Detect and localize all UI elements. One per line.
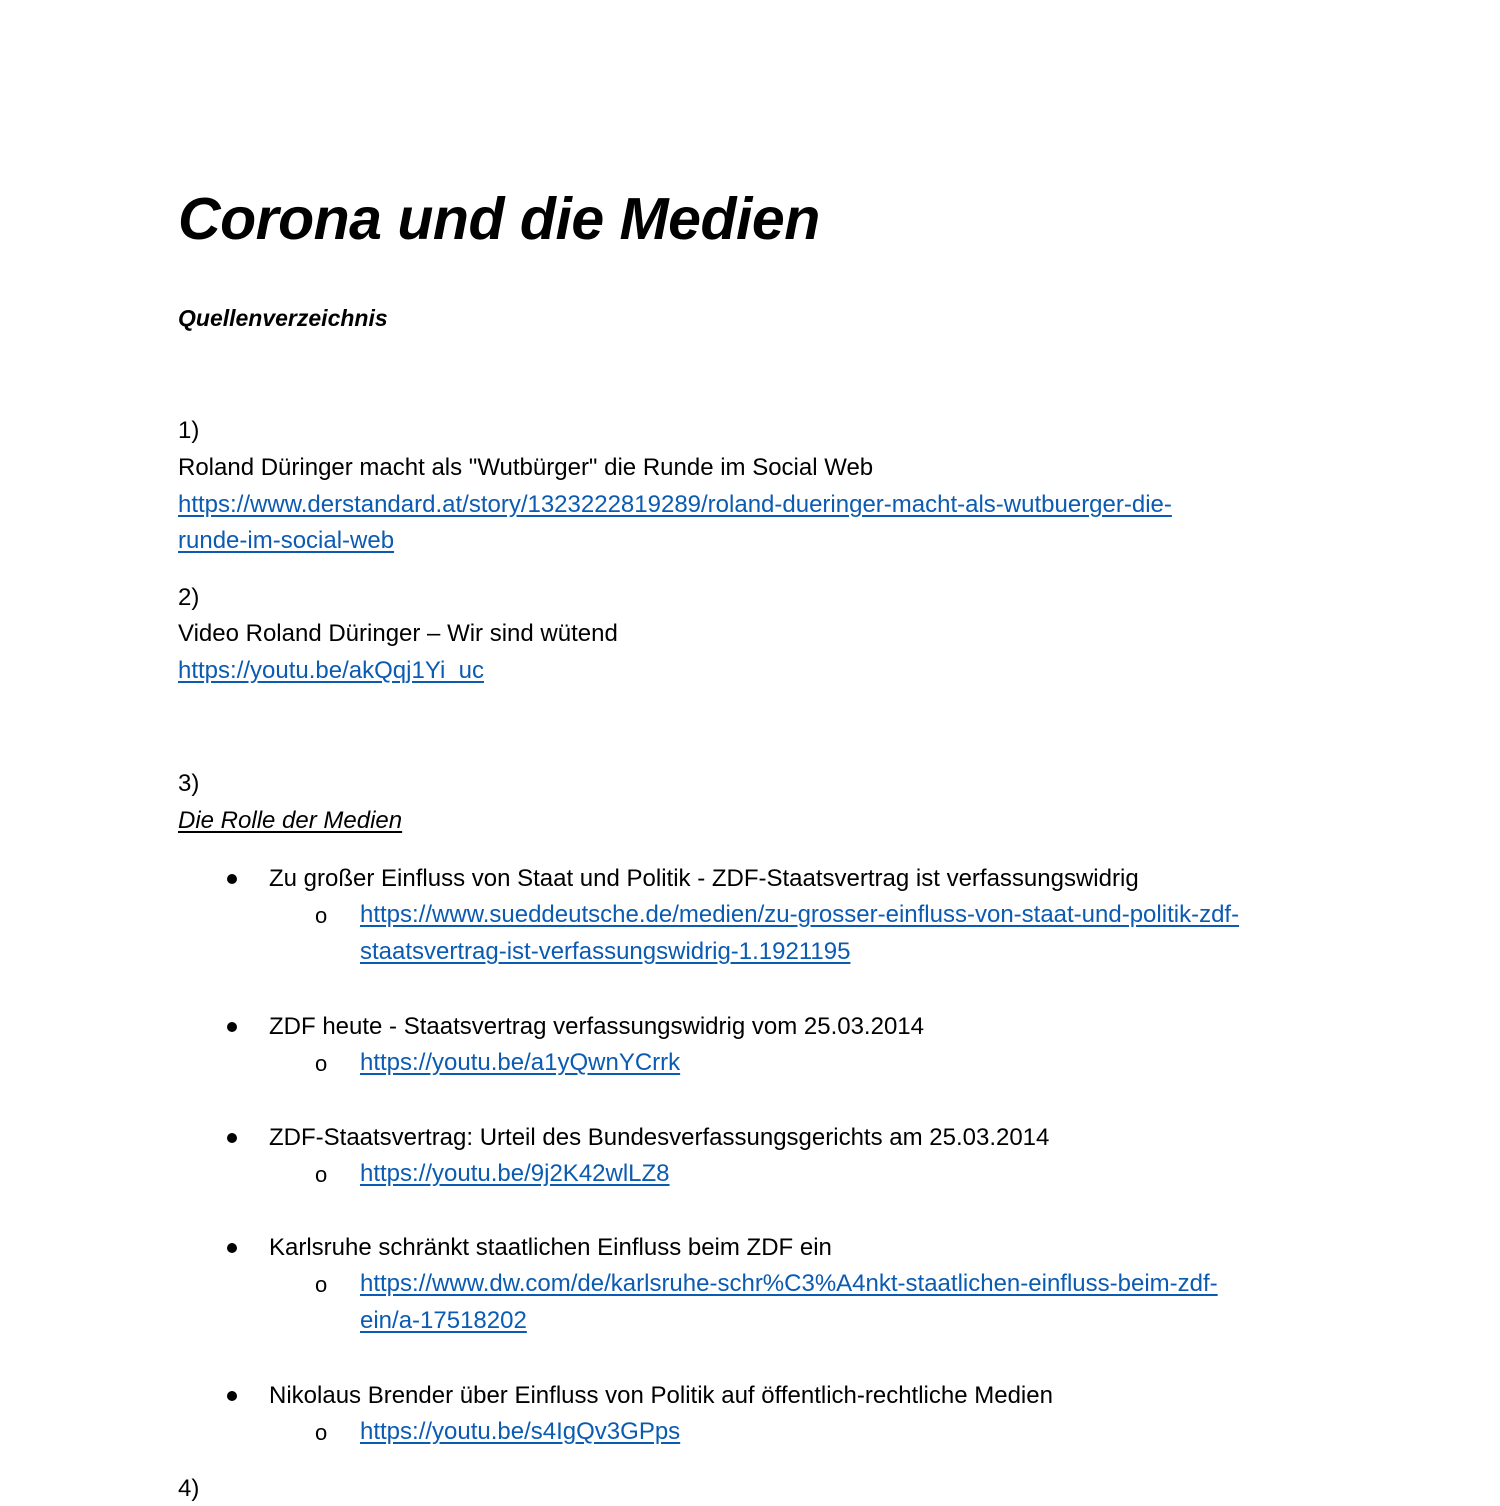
list-item-text: ZDF heute - Staatsvertrag verfassungswidrig vom 25.03.2014 [269,1013,924,1040]
source-link[interactable]: https://www.sueddeutsche.de/medien/zu-grosser-einfluss-von-staat-und-politik-zdf- [360,901,1240,928]
list-item-text: Nikolaus Brender über Einfluss von Politik auf öffentlich-rechtliche Medien [269,1382,1053,1409]
bullet-icon [227,1243,237,1253]
sub-bullet-icon: o [315,1272,328,1297]
list-item-text: Karlsruhe schränkt staatlichen Einfluss beim ZDF ein [269,1234,832,1261]
sub-bullet-icon: o [315,1051,328,1076]
bullet-icon [227,1022,237,1032]
bullet-icon [227,1391,237,1401]
section-heading: Die Rolle der Medien [178,807,403,834]
source-link[interactable]: https://youtu.be/akQqj1Yi_uc [178,657,484,684]
source-link-continuation[interactable]: runde-im-social-web [178,527,395,554]
section-number: 2) [178,584,200,611]
source-link-continuation[interactable]: ein/a-17518202 [360,1307,527,1334]
document-title: Corona und die Medien [178,186,820,252]
bullet-icon [227,1133,237,1143]
sub-bullet-icon: o [315,1162,328,1187]
sub-bullet-icon: o [315,903,328,928]
sub-bullet-icon: o [315,1420,328,1445]
section-number: 1) [178,417,200,444]
source-link[interactable]: https://www.derstandard.at/story/1323222819289/roland-dueringer-macht-als-wutbuerger-die- [178,491,1172,518]
list-item-text: Zu großer Einfluss von Staat und Politik - ZDF-Staatsvertrag ist verfassungswidrig [269,865,1139,892]
section-number: 3) [178,770,200,797]
bullet-icon [227,874,237,884]
document-subtitle: Quellenverzeichnis [178,305,388,331]
section-heading: Video Roland Düringer – Wir sind wütend [178,620,618,647]
source-link[interactable]: https://youtu.be/9j2K42wlLZ8 [360,1160,670,1187]
list-item-text: ZDF-Staatsvertrag: Urteil des Bundesverfassungsgerichts am 25.03.2014 [269,1124,1050,1151]
section-number: 4) [178,1475,200,1502]
section-heading: Roland Düringer macht als "Wutbürger" die Runde im Social Web [178,454,874,481]
source-link[interactable]: https://www.dw.com/de/karlsruhe-schr%C3%A4nkt-staatlichen-einfluss-beim-zdf- [360,1270,1218,1297]
source-link[interactable]: https://youtu.be/a1yQwnYCrrk [360,1049,681,1076]
source-link-continuation[interactable]: staatsvertrag-ist-verfassungswidrig-1.1921195 [360,938,851,965]
source-link[interactable]: https://youtu.be/s4IgQv3GPps [360,1418,681,1445]
